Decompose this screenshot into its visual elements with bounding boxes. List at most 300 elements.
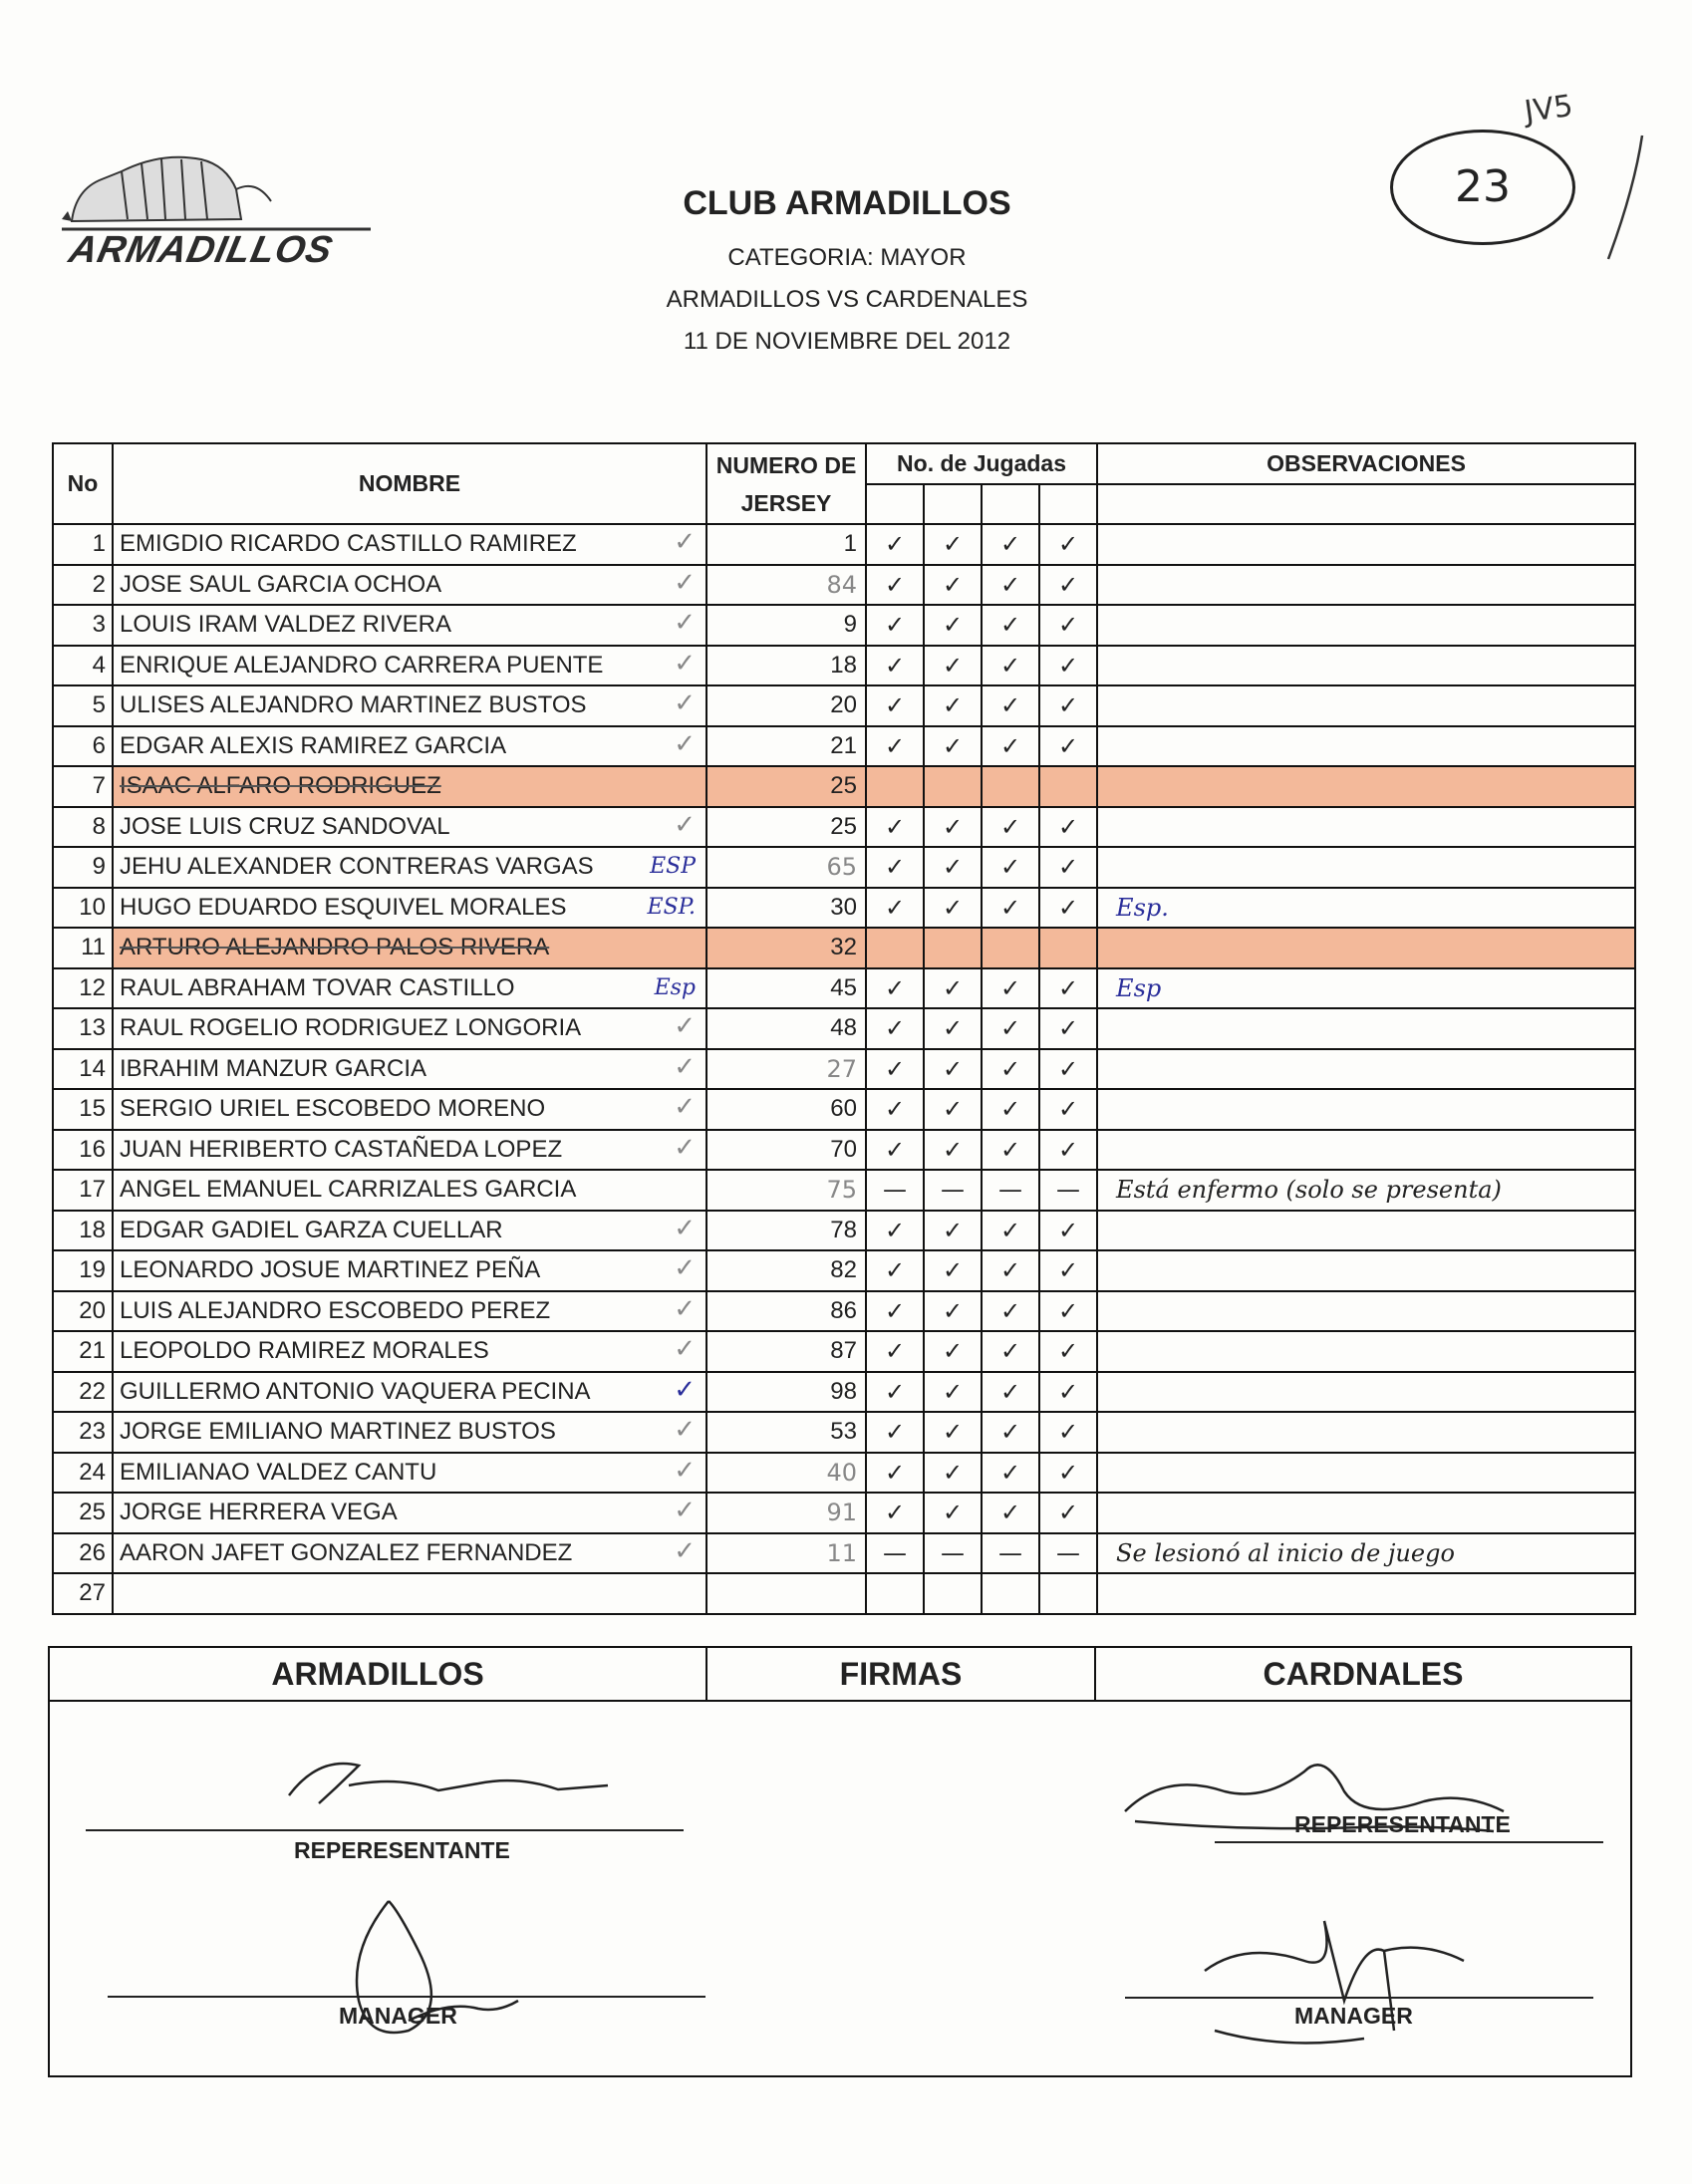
row-number: 14 [53,1049,113,1090]
player-name-cell [113,928,706,968]
observation [1097,1211,1635,1251]
jersey-number: 1 [706,524,866,565]
play-check-icon: ✓ [982,968,1039,1009]
play-cell [866,1573,924,1614]
attendance-check-icon: ✓ [674,648,696,679]
armadillos-signatures [49,1701,706,2076]
play-check-icon: ✓ [866,524,924,565]
row-number: 21 [53,1331,113,1372]
header-no: No [53,443,113,524]
header-play-sub [1039,484,1097,525]
play-check-icon: ✓ [982,685,1039,726]
play-check-icon: ✓ [1039,1412,1097,1453]
play-check-icon: ✓ [866,1008,924,1049]
play-check-icon: ✓ [924,605,982,646]
play-cell [866,928,924,968]
play-check-icon: ✓ [866,1130,924,1171]
attendance-check-icon: ✓ [674,1092,696,1122]
play-check-icon: ✓ [1039,1372,1097,1413]
header-observations: OBSERVACIONES [1097,443,1635,484]
play-check-icon: ✓ [866,1493,924,1533]
sign-left-title: ARMADILLOS [49,1647,706,1701]
play-check-icon: ✓ [924,1331,982,1372]
player-name: EDGAR GADIEL GARZA CUELLAR [120,1216,503,1243]
header-plays: No. de Jugadas [866,443,1097,484]
play-check-icon: ✓ [1039,1008,1097,1049]
attendance-check-icon: ✓ [674,527,696,557]
play-check-icon: ✓ [982,565,1039,606]
play-check-icon: ✓ [866,888,924,929]
header-play-sub [982,484,1039,525]
attendance-check-icon: ✓ [674,1213,696,1243]
play-check-icon: ✓ [866,1089,924,1130]
play-check-icon: ✓ [866,565,924,606]
attendance-check-icon: ✓ [674,1011,696,1041]
play-check-icon: ✓ [1039,807,1097,848]
play-check-icon: ✓ [982,1089,1039,1130]
attendance-check-icon: ✓ [674,688,696,718]
play-check-icon: ✓ [866,1049,924,1090]
attendance-note: ESP [650,854,696,879]
player-name-cell [113,1291,706,1332]
player-name-cell [113,1533,706,1574]
rep-line-left [86,1829,684,1831]
table-row [53,1372,1635,1413]
player-name: EMIGDIO RICARDO CASTILLO RAMIREZ [120,530,577,558]
observation [1097,1049,1635,1090]
play-check-icon: ✓ [924,1049,982,1090]
play-check-icon: ✓ [924,888,982,929]
row-number: 13 [53,1008,113,1049]
table-row [53,1331,1635,1372]
attendance-check-icon: ✓ [674,1132,696,1163]
attendance-check-icon: ✓ [674,608,696,638]
observation [1097,1089,1635,1130]
player-name: AARON JAFET GONZALEZ FERNANDEZ [120,1538,573,1566]
play-check-icon: ✓ [1039,524,1097,565]
row-number: 3 [53,605,113,646]
attendance-check-icon: ✓ [674,567,696,598]
player-name-cell [113,766,706,807]
attendance-check-icon: ✓ [674,1535,696,1566]
row-number: 26 [53,1533,113,1574]
observation [1097,1130,1635,1171]
play-check-icon: ✓ [982,524,1039,565]
player-name-cell [113,1372,706,1413]
play-check-icon: ✓ [982,1453,1039,1494]
table-row [53,807,1635,848]
observation [1097,726,1635,767]
row-number: 27 [53,1573,113,1614]
play-check-icon: ✓ [866,1412,924,1453]
observation [1097,685,1635,726]
row-number: 6 [53,726,113,767]
club-title: CLUB ARMADILLOS [683,184,1011,222]
table-row [53,565,1635,606]
row-number: 24 [53,1453,113,1494]
table-row [53,1089,1635,1130]
player-name: HUGO EDUARDO ESQUIVEL MORALES [120,893,567,921]
sign-mid-title: FIRMAS [706,1647,1095,1701]
play-check-icon: ✓ [982,1493,1039,1533]
table-row [53,1211,1635,1251]
table-row [53,1049,1635,1090]
roster-body [53,524,1635,1614]
observation [1097,1493,1635,1533]
table-row [53,1291,1635,1332]
player-name-cell [113,1170,706,1211]
observation [1097,646,1635,686]
row-number: 12 [53,968,113,1009]
play-check-icon: ✓ [982,1291,1039,1332]
jersey-number: 30 [706,888,866,929]
play-check-icon: ✓ [982,605,1039,646]
play-check-icon: ✓ [1039,646,1097,686]
category-line: CATEGORIA: MAYOR [727,244,967,271]
row-number: 10 [53,888,113,929]
player-name-cell [113,1089,706,1130]
row-number: 5 [53,685,113,726]
armadillos-rep-signature [279,1746,638,1815]
observation: Está enfermo (solo se presenta) [1097,1170,1635,1211]
observation [1097,524,1635,565]
jersey-number: 91 [706,1493,866,1533]
attendance-check-icon: ✓ [674,1293,696,1324]
play-check-icon: ✓ [1039,1250,1097,1291]
jersey-number: 82 [706,1250,866,1291]
player-name: SERGIO URIEL ESCOBEDO MORENO [120,1095,546,1123]
document-header [558,184,1136,363]
row-number: 15 [53,1089,113,1130]
play-check-icon: ✓ [866,1250,924,1291]
armadillos-manager-signature [329,1891,548,2060]
player-name-cell [113,1493,706,1533]
table-row [53,968,1635,1009]
observation [1097,565,1635,606]
jersey-number [706,1573,866,1614]
play-check-icon: ✓ [1039,565,1097,606]
attendance-check-icon: ✓ [674,1253,696,1283]
play-cell: — [866,1170,924,1211]
play-check-icon: ✓ [924,1130,982,1171]
table-row [53,1170,1635,1211]
play-check-icon: ✓ [866,1372,924,1413]
date-line: 11 DE NOVIEMBRE DEL 2012 [683,328,1011,355]
manager-line-left [108,1996,705,1998]
play-check-icon: ✓ [924,685,982,726]
table-row [53,646,1635,686]
play-check-icon: ✓ [1039,1331,1097,1372]
jersey-number: 86 [706,1291,866,1332]
player-name: ARTURO ALEJANDRO PALOS RIVERA [120,934,550,961]
play-check-icon: ✓ [924,807,982,848]
jersey-number: 70 [706,1130,866,1171]
row-number: 19 [53,1250,113,1291]
attendance-note: ESP. [647,894,696,920]
manager-label-right: MANAGER [1294,2003,1413,2029]
observation [1097,1453,1635,1494]
play-check-icon: ✓ [866,1331,924,1372]
table-row [53,1250,1635,1291]
header-obs-sub [1097,484,1635,525]
play-check-icon: ✓ [924,565,982,606]
match-line: ARMADILLOS VS CARDENALES [666,286,1028,313]
play-check-icon: ✓ [924,1211,982,1251]
play-check-icon: ✓ [924,1008,982,1049]
observation [1097,1331,1635,1372]
attendance-check-icon: ✓ [674,1051,696,1082]
play-check-icon: ✓ [866,685,924,726]
player-name: JUAN HERIBERTO CASTAÑEDA LOPEZ [120,1135,563,1163]
play-check-icon: ✓ [924,1089,982,1130]
row-number: 16 [53,1130,113,1171]
play-cell [924,928,982,968]
sign-right-title: CARDNALES [1095,1647,1631,1701]
play-check-icon: ✓ [1039,1130,1097,1171]
play-check-icon: ✓ [982,1049,1039,1090]
header-name: NOMBRE [113,443,706,524]
player-name: LEONARDO JOSUE MARTINEZ PEÑA [120,1256,541,1284]
jersey-number: 84 [706,565,866,606]
header-jersey: NUMERO DE JERSEY [706,443,866,524]
attendance-check-icon: ✓ [674,728,696,759]
table-row [53,1453,1635,1494]
play-check-icon: ✓ [924,1412,982,1453]
play-cell [982,928,1039,968]
player-name-cell [113,685,706,726]
player-name-cell [113,1211,706,1251]
roster-table [52,442,1636,1615]
player-name: JOSE LUIS CRUZ SANDOVAL [120,812,450,840]
player-name: JORGE HERRERA VEGA [120,1499,398,1526]
jersey-number: 98 [706,1372,866,1413]
play-check-icon: ✓ [1039,968,1097,1009]
table-row [53,726,1635,767]
observation: Esp [1097,968,1635,1009]
jersey-number: 25 [706,807,866,848]
play-check-icon: ✓ [1039,1453,1097,1494]
player-name-cell [113,1250,706,1291]
jersey-number: 60 [706,1089,866,1130]
attendance-note: Esp [654,974,696,1000]
play-check-icon: ✓ [924,847,982,888]
jersey-number: 18 [706,646,866,686]
table-row [53,1008,1635,1049]
player-name: ULISES ALEJANDRO MARTINEZ BUSTOS [120,691,587,719]
play-check-icon: ✓ [866,646,924,686]
play-check-icon: ✓ [924,1493,982,1533]
jersey-number: 27 [706,1049,866,1090]
player-name: ANGEL EMANUEL CARRIZALES GARCIA [120,1176,577,1204]
play-cell [982,766,1039,807]
player-name-cell [113,847,706,888]
player-name: ISAAC ALFARO RODRIGUEZ [120,772,441,800]
play-check-icon: ✓ [924,1291,982,1332]
play-check-icon: ✓ [1039,847,1097,888]
table-row [53,928,1635,968]
play-check-icon: ✓ [866,1211,924,1251]
row-number: 9 [53,847,113,888]
rep-line-right [1215,1841,1603,1843]
player-name: GUILLERMO ANTONIO VAQUERA PECINA [120,1377,591,1405]
player-name: LUIS ALEJANDRO ESCOBEDO PEREZ [120,1296,551,1324]
player-name-cell [113,1331,706,1372]
play-check-icon: ✓ [866,968,924,1009]
play-check-icon: ✓ [866,1291,924,1332]
logo-wordmark: ARMADILLOS [65,229,337,271]
play-cell: — [1039,1533,1097,1574]
player-name: LEOPOLDO RAMIREZ MORALES [120,1337,489,1365]
player-name: EDGAR ALEXIS RAMIREZ GARCIA [120,731,507,759]
header-play-sub [866,484,924,525]
play-check-icon: ✓ [982,646,1039,686]
table-row [53,1493,1635,1533]
play-check-icon: ✓ [1039,605,1097,646]
row-number: 17 [53,1170,113,1211]
player-name-cell [113,1412,706,1453]
observation [1097,766,1635,807]
rep-label-left: REPERESENTANTE [294,1837,510,1863]
player-name-cell [113,565,706,606]
jersey-number: 21 [706,726,866,767]
observation: Esp. [1097,888,1635,929]
player-name-cell [113,1008,706,1049]
row-number: 23 [53,1412,113,1453]
observation [1097,807,1635,848]
play-check-icon: ✓ [1039,1089,1097,1130]
circled-number: 23 [1390,130,1575,245]
play-check-icon: ✓ [924,1372,982,1413]
jersey-number: 48 [706,1008,866,1049]
play-check-icon: ✓ [982,1008,1039,1049]
observation [1097,928,1635,968]
armadillos-logo [62,149,381,269]
player-name: LOUIS IRAM VALDEZ RIVERA [120,611,451,639]
player-name-cell [113,1130,706,1171]
attendance-check-icon: ✓ [674,1374,696,1405]
table-row [53,685,1635,726]
attendance-check-icon: ✓ [674,1415,696,1445]
player-name-cell [113,807,706,848]
player-name-cell [113,888,706,929]
observation [1097,1008,1635,1049]
play-check-icon: ✓ [982,726,1039,767]
player-name-cell [113,605,706,646]
top-handwritten-mark: JV5 [1522,88,1575,131]
player-name: JORGE EMILIANO MARTINEZ BUSTOS [120,1418,556,1446]
play-cell: — [1039,1170,1097,1211]
jersey-number: 45 [706,968,866,1009]
observation [1097,1250,1635,1291]
manager-line-right [1125,1997,1593,1999]
observation [1097,1573,1635,1614]
cardenales-manager-signature [1165,1881,1484,2060]
jersey-number: 9 [706,605,866,646]
play-cell: — [924,1170,982,1211]
table-row [53,605,1635,646]
play-check-icon: ✓ [1039,685,1097,726]
header-play-sub [924,484,982,525]
observation [1097,1291,1635,1332]
play-check-icon: ✓ [1039,1291,1097,1332]
player-name-cell [113,726,706,767]
table-row [53,1130,1635,1171]
player-name: EMILIANAO VALDEZ CANTU [120,1458,437,1486]
row-number: 7 [53,766,113,807]
row-number: 4 [53,646,113,686]
observation: Se lesionó al inicio de juego [1097,1533,1635,1574]
table-row [53,1533,1635,1574]
play-check-icon: ✓ [866,847,924,888]
firmas-blank [706,1701,1095,2076]
play-check-icon: ✓ [866,1453,924,1494]
play-check-icon: ✓ [1039,1049,1097,1090]
observation [1097,1372,1635,1413]
jersey-number: 11 [706,1533,866,1574]
play-check-icon: ✓ [982,1331,1039,1372]
table-row [53,888,1635,929]
row-number: 1 [53,524,113,565]
jersey-number: 20 [706,685,866,726]
play-check-icon: ✓ [982,1130,1039,1171]
play-cell [982,1573,1039,1614]
play-cell: — [982,1170,1039,1211]
jersey-number: 78 [706,1211,866,1251]
player-name: ENRIQUE ALEJANDRO CARRERA PUENTE [120,651,604,679]
play-check-icon: ✓ [924,1453,982,1494]
player-name: RAUL ROGELIO RODRIGUEZ LONGORIA [120,1014,582,1042]
play-check-icon: ✓ [924,524,982,565]
row-number: 8 [53,807,113,848]
signature-table [48,1646,1632,2077]
play-cell [866,766,924,807]
play-check-icon: ✓ [924,1250,982,1291]
pen-stroke-mark [1594,130,1654,269]
row-number: 25 [53,1493,113,1533]
table-row [53,766,1635,807]
table-row [53,1412,1635,1453]
play-check-icon: ✓ [1039,1493,1097,1533]
play-cell: — [924,1533,982,1574]
jersey-number: 40 [706,1453,866,1494]
table-row [53,847,1635,888]
player-name: JEHU ALEXANDER CONTRERAS VARGAS [120,853,594,881]
player-name-cell [113,1573,706,1614]
play-check-icon: ✓ [982,847,1039,888]
row-number: 18 [53,1211,113,1251]
play-check-icon: ✓ [982,1372,1039,1413]
player-name: JOSE SAUL GARCIA OCHOA [120,570,442,598]
play-check-icon: ✓ [982,807,1039,848]
attendance-check-icon: ✓ [674,1455,696,1486]
attendance-check-icon: ✓ [674,809,696,840]
play-cell: — [982,1533,1039,1574]
play-cell [1039,928,1097,968]
observation [1097,1412,1635,1453]
rep-label-right: REPERESENTANTE [1294,1811,1511,1837]
play-cell [924,766,982,807]
row-number: 11 [53,928,113,968]
play-cell: — [866,1533,924,1574]
play-check-icon: ✓ [866,605,924,646]
jersey-number: 75 [706,1170,866,1211]
player-name-cell [113,1049,706,1090]
cardenales-signatures [1095,1701,1631,2076]
player-name: IBRAHIM MANZUR GARCIA [120,1054,427,1082]
play-cell [924,1573,982,1614]
player-name-cell [113,524,706,565]
play-cell [1039,766,1097,807]
